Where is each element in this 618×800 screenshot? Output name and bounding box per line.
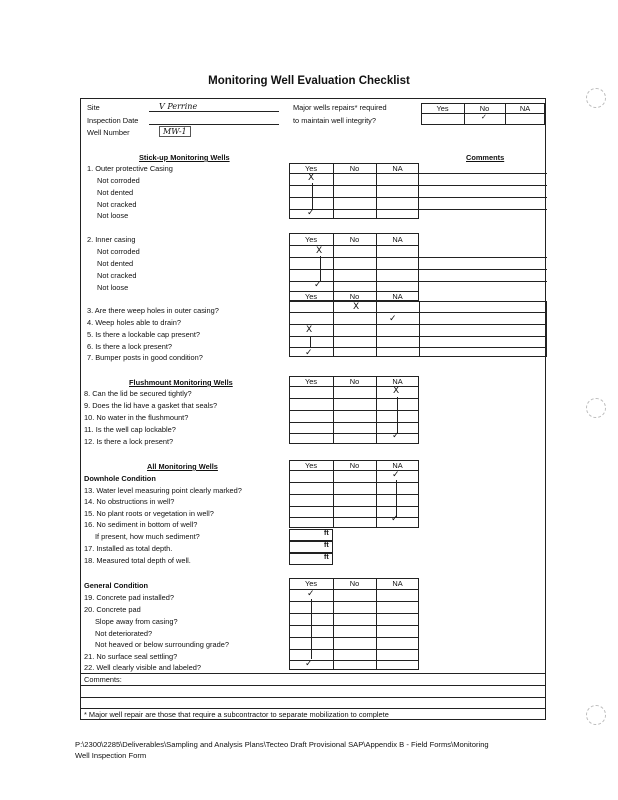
weep-na-header: NA — [392, 292, 403, 301]
comments-heading: Comments — [466, 153, 505, 162]
q20-item: Slope away from casing? — [95, 617, 178, 626]
q1-yes-mark[interactable]: X — [308, 173, 315, 183]
question-2: 2. Inner casing — [87, 235, 136, 244]
q1-item: Not corroded — [97, 176, 140, 185]
question-5: 5. Is there a lockable cap present? — [87, 330, 200, 339]
question-1: 1. Outer protective Casing — [87, 164, 173, 173]
flush-no-header: No — [349, 377, 360, 386]
inner-na-header: NA — [392, 235, 403, 244]
question-8: 8. Can the lid be secured tightly? — [84, 389, 192, 398]
q2-yes-mark[interactable]: X — [316, 246, 323, 256]
weep-yes-header: Yes — [304, 292, 318, 301]
weep-no-header: No — [349, 292, 360, 301]
stickup-na-header: NA — [392, 164, 403, 173]
major-repairs-question: Major wells repairs* required — [293, 103, 387, 112]
q2-item: Not corroded — [97, 247, 140, 256]
question-15: 15. No plant roots or vegetation in well? — [84, 509, 214, 518]
footer-path: P:\2300\2285\Deliverables\Sampling and Analysis Plans\Tecteo Draft Provisional SAP\Appendix B - Field Forms\Monitoring — [75, 740, 489, 749]
well-number-label: Well Number — [87, 128, 130, 137]
question-10: 10. No water in the flushmount? — [84, 413, 189, 422]
q1-yes-check[interactable]: ✓ — [307, 208, 315, 218]
footer-path-2: Well Inspection Form — [75, 751, 147, 760]
q2-yes-check[interactable]: ✓ — [314, 280, 322, 290]
major-no-check[interactable]: ✓ — [481, 113, 487, 121]
q12-na-check[interactable]: ✓ — [392, 431, 400, 441]
gen-yes-header: Yes — [304, 579, 318, 588]
q2-item: Not cracked — [97, 271, 137, 280]
stickup-yes-header: Yes — [304, 164, 318, 173]
question-17: 17. Installed as total depth. — [84, 544, 173, 553]
page-title: Monitoring Well Evaluation Checklist — [208, 75, 410, 87]
downhole-heading: Downhole Condition — [84, 474, 156, 483]
question-7: 7. Bumper posts in good condition? — [87, 353, 203, 362]
comments-label: Comments: — [84, 675, 122, 684]
checklist-frame — [80, 98, 546, 720]
question-16: 16. No sediment in bottom of well? — [84, 520, 198, 529]
q3-no-mark[interactable]: X — [353, 302, 360, 312]
q7-yes-check[interactable]: ✓ — [305, 348, 313, 358]
flush-yes-header: Yes — [304, 377, 318, 386]
q8-na-mark[interactable]: X — [393, 386, 400, 396]
q4-na-check[interactable]: ✓ — [389, 314, 397, 324]
stickup-no-header: No — [349, 164, 360, 173]
general-heading: General Condition — [84, 581, 149, 590]
question-12: 12. Is there a lock present? — [84, 437, 174, 446]
major-repairs-question-2: to maintain well integrity? — [293, 116, 376, 125]
question-16-sub: If present, how much sediment? — [95, 532, 200, 541]
q16-na-check[interactable]: ✓ — [391, 514, 399, 524]
ft-unit: ft — [324, 530, 329, 537]
site-label: Site — [87, 103, 100, 112]
flush-na-header: NA — [392, 377, 403, 386]
ft-unit: ft — [324, 542, 329, 549]
q22-yes-check[interactable]: ✓ — [305, 659, 313, 669]
question-14: 14. No obstructions in well? — [84, 497, 175, 506]
major-yes-header: Yes — [436, 104, 449, 113]
footer — [75, 739, 575, 761]
question-4: 4. Weep holes able to drain? — [87, 318, 181, 327]
major-no-header: No — [479, 104, 490, 113]
q2-item: Not dented — [97, 259, 134, 268]
question-18: 18. Measured total depth of well. — [84, 556, 191, 565]
q19-yes-check[interactable]: ✓ — [307, 589, 315, 599]
all-na-header: NA — [392, 461, 403, 470]
weep-grid — [289, 301, 547, 357]
punch-hole — [586, 88, 606, 108]
q2-item: Not loose — [97, 283, 129, 292]
stickup-heading: Stick-up Monitoring Wells — [139, 153, 230, 162]
flushmount-heading: Flushmount Monitoring Wells — [129, 378, 233, 387]
site-value[interactable]: V Perrine — [159, 102, 198, 111]
punch-hole — [586, 398, 606, 418]
well-number-value[interactable]: MW-1 — [159, 126, 191, 137]
q5-yes-mark[interactable]: X — [306, 325, 313, 335]
major-na-header: NA — [519, 104, 531, 113]
q1-item: Not dented — [97, 188, 134, 197]
all-no-header: No — [349, 461, 360, 470]
gen-na-header: NA — [392, 579, 403, 588]
allwells-heading: All Monitoring Wells — [147, 462, 218, 471]
question-21: 21. No surface seal settling? — [84, 652, 178, 661]
q20-item: Not deteriorated? — [95, 629, 153, 638]
q1-item: Not cracked — [97, 200, 137, 209]
inner-yes-header: Yes — [304, 235, 318, 244]
question-6: 6. Is there a lock present? — [87, 342, 173, 351]
question-19: 19. Concrete pad installed? — [84, 593, 174, 602]
question-9: 9. Does the lid have a gasket that seals? — [84, 401, 218, 410]
question-22: 22. Well clearly visible and labeled? — [84, 663, 201, 672]
question-13: 13. Water level measuring point clearly marked? — [84, 486, 242, 495]
q1-item: Not loose — [97, 211, 129, 220]
gen-no-header: No — [349, 579, 360, 588]
all-yes-header: Yes — [304, 461, 318, 470]
ft-unit: ft — [324, 554, 329, 561]
question-20: 20. Concrete pad — [84, 605, 141, 614]
punch-hole — [586, 705, 606, 725]
inner-no-header: No — [349, 235, 360, 244]
q20-item: Not heaved or below surrounding grade? — [95, 640, 229, 649]
footnote: * Major well repair are those that require a subcontractor to separate mobilization to complete — [84, 710, 389, 719]
q13-na-check[interactable]: ✓ — [392, 470, 400, 480]
question-11: 11. Is the well cap lockable? — [84, 425, 176, 434]
inspection-date-label: Inspection Date — [87, 116, 139, 125]
question-3: 3. Are there weep holes in outer casing? — [87, 306, 219, 315]
